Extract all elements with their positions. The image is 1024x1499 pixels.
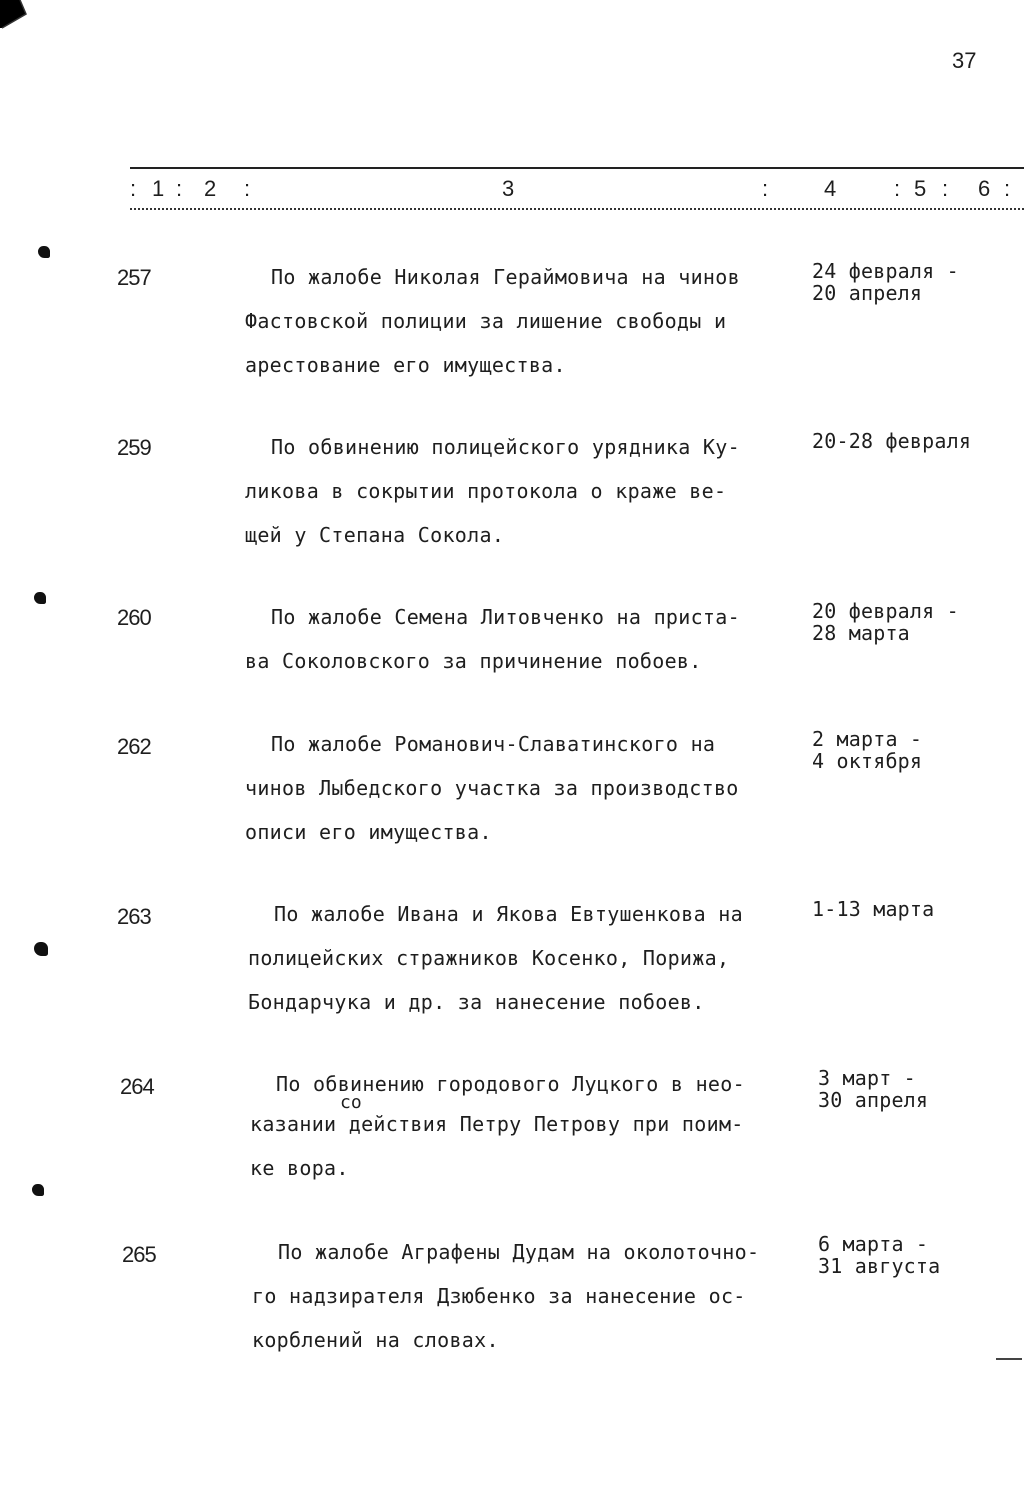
description-line: ликова в сокрытии протокола о краже ве- [245,479,727,503]
case-number: 260 [117,605,151,630]
description-line: казании действия Петру Петрову при поим- [250,1112,744,1136]
description-line: Фастовской полиции за лишение свободы и [245,309,727,333]
column-separator: : [942,176,949,201]
case-dates [812,898,1012,920]
corner-fold-mark [0,0,30,30]
column-separator: : [762,176,769,201]
description-line: По обвинению городового Луцкого в нео- [276,1072,745,1096]
description-line: описи его имущества. [245,820,492,844]
date-start: 6 марта - [818,1232,929,1256]
date-range: 1-13 марта [812,897,935,921]
case-number: 259 [117,435,151,460]
handwritten-insert: со [340,1092,362,1113]
case-number: 263 [117,904,151,929]
case-description [245,255,785,387]
column-header-3: 3 [502,176,515,201]
table-header-top-rule [130,167,1024,169]
date-end: 28 марта [812,621,910,645]
description-line: го надзирателя Дзюбенко за нанесение ос- [252,1284,746,1308]
date-end: 20 апреля [812,281,923,305]
case-description [245,595,785,683]
date-end: 30 апреля [818,1088,929,1112]
column-header-4: 4 [824,176,837,201]
date-start: 3 март - [818,1066,916,1090]
case-dates [812,728,1012,772]
date-end: 4 октября [812,749,923,773]
case-dates [812,260,1012,304]
binding-hole-mark [32,1184,44,1196]
description-line: По обвинению полицейского урядника Ку- [271,435,740,459]
column-separator: : [176,176,183,201]
column-separator: : [1004,176,1011,201]
description-line: По жалобе Аграфены Дудам на околоточно- [278,1240,760,1264]
case-number: 264 [120,1074,154,1099]
column-header-6: 6 [978,176,991,201]
case-dates [812,430,1012,452]
binding-hole-mark [34,592,46,604]
description-line: По жалобе Романович-Славатинского на [271,732,716,756]
column-header-1: 1 [152,176,165,201]
case-number: 265 [122,1242,156,1267]
column-separator: : [130,176,137,201]
case-number: 257 [117,265,151,290]
case-description [250,1062,790,1190]
description-line: ва Соколовского за причинение побоев. [245,649,702,673]
description-line: арестование его имущества. [245,353,566,377]
table-header-bottom-rule [130,208,1024,210]
date-start: 20 февраля - [812,599,959,623]
case-description [248,892,788,1024]
case-number: 262 [117,734,151,759]
case-dates [818,1067,1018,1111]
page-number: 37 [952,48,977,73]
column-header-5: 5 [914,176,927,201]
description-line: чинов Лыбедского участка за производство [245,776,739,800]
case-description [252,1230,792,1362]
date-range: 20-28 февраля [812,429,972,453]
description-line: корблений на словах. [252,1328,499,1352]
column-separator: : [244,176,251,201]
date-end: 31 августа [818,1254,941,1278]
case-description [245,425,785,557]
margin-mark [996,1358,1022,1360]
case-dates [818,1233,1018,1277]
date-start: 2 марта - [812,727,923,751]
case-dates [812,600,1012,644]
description-line: По жалобе Ивана и Якова Евтушенкова на [274,902,743,926]
description-line: полицейских стражников Косенко, Порижа, [248,946,730,970]
date-start: 24 февраля - [812,259,959,283]
description-line: ке вора. [250,1156,349,1180]
case-description [245,722,785,854]
description-line: По жалобе Семена Литовченко на приста- [271,605,740,629]
column-header-2: 2 [204,176,217,201]
description-line: По жалобе Николая Гераймовича на чинов [271,265,740,289]
table-column-header [130,176,1024,202]
description-line: щей у Степана Сокола. [245,523,505,547]
binding-hole-mark [34,942,48,956]
column-separator: : [894,176,901,201]
binding-hole-mark [38,246,50,258]
description-line: Бондарчука и др. за нанесение побоев. [248,990,705,1014]
